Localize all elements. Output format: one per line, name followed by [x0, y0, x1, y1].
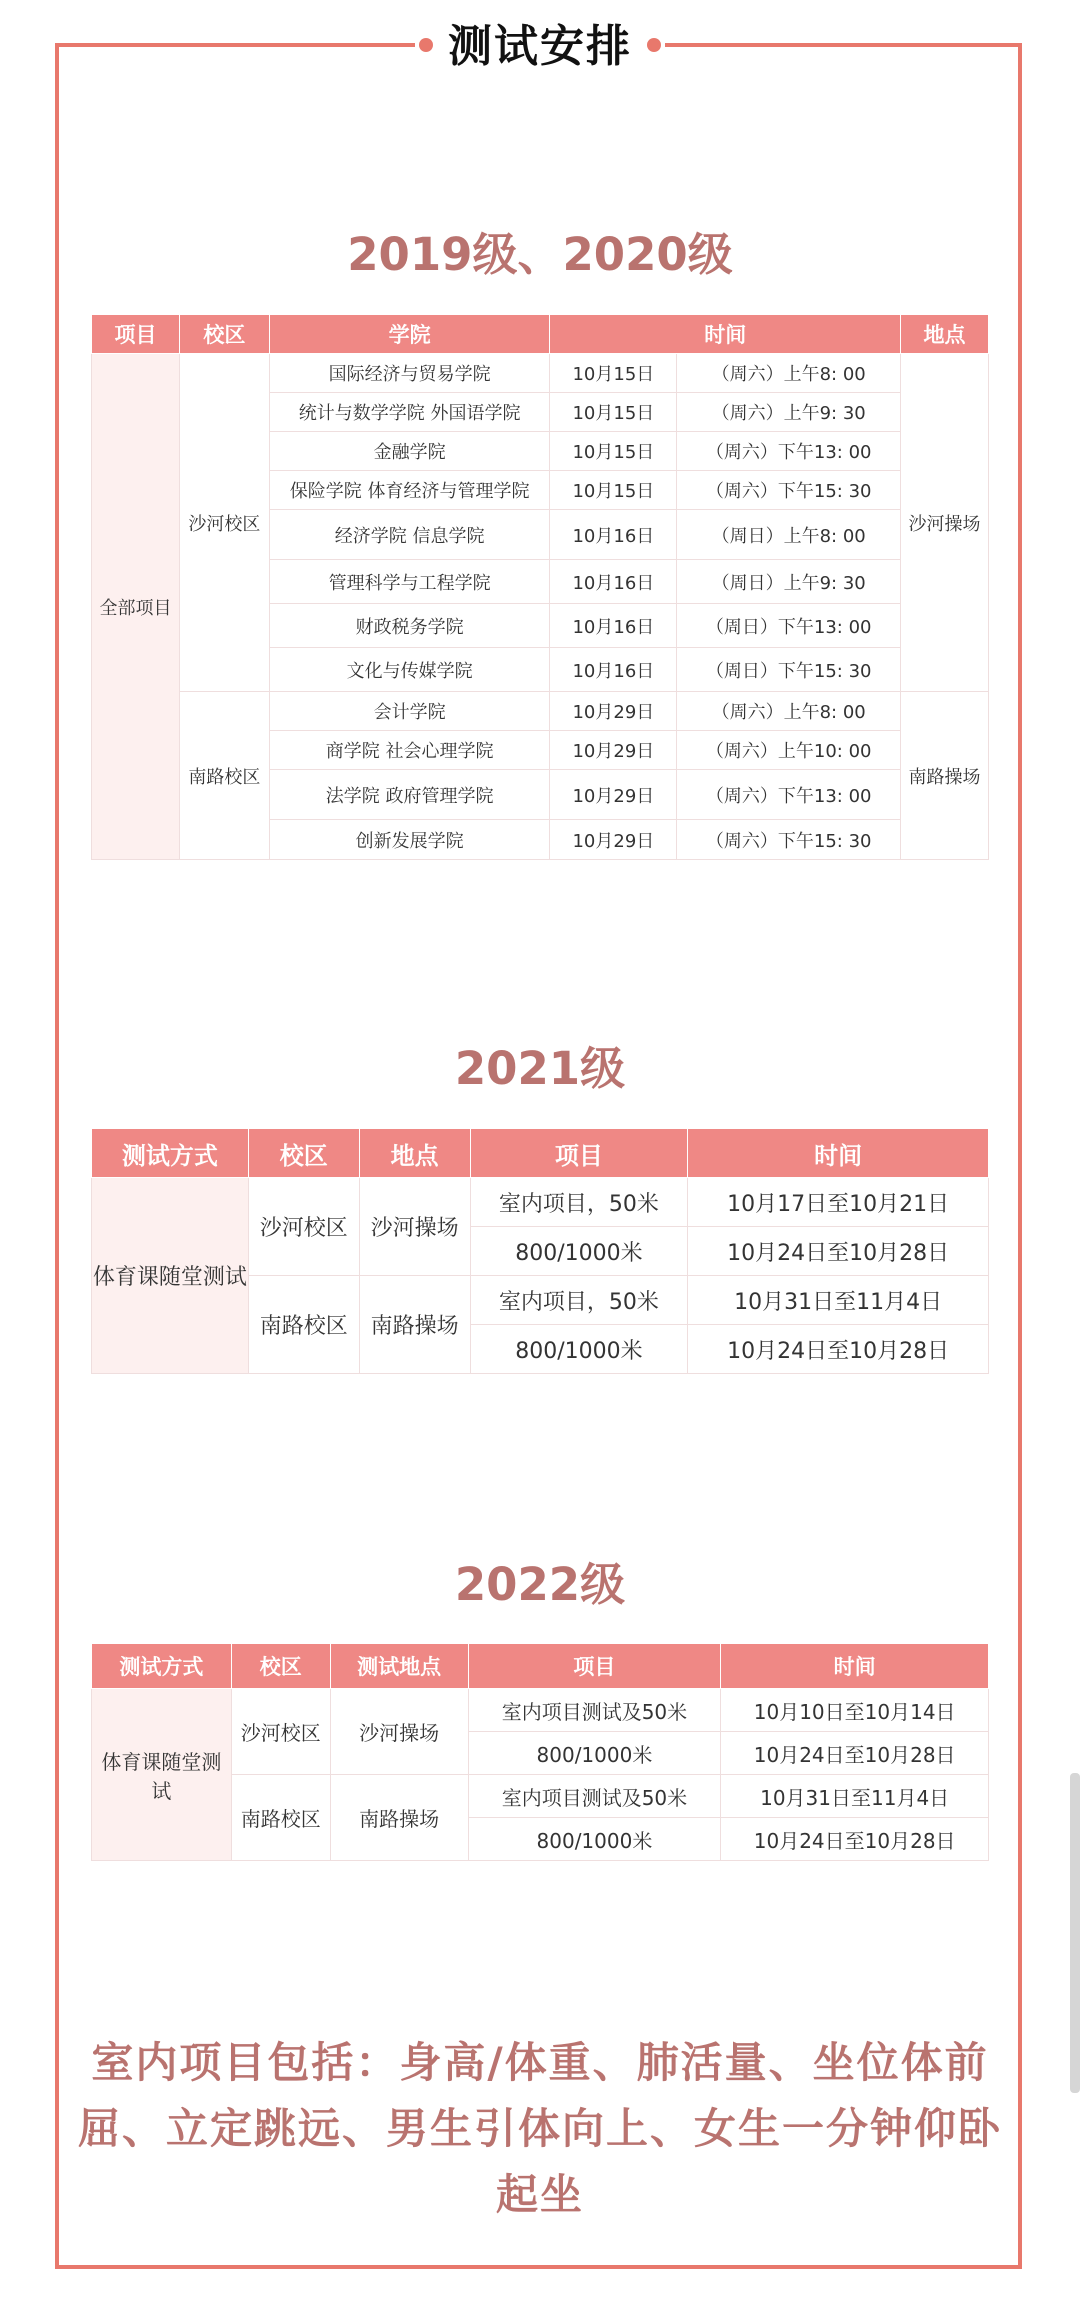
campus-cell: 南路校区: [248, 1276, 359, 1374]
time-cell: （周日）下午15: 30: [677, 648, 901, 692]
time-cell: （周六）上午10: 00: [677, 731, 901, 770]
table-row: [92, 354, 989, 393]
time-cell: （周六）上午8: 00: [677, 692, 901, 731]
place-cell: 沙河操场: [330, 1689, 468, 1775]
college-cell: 统计与数学学院 外国语学院: [269, 393, 550, 432]
place-cell: 南路操场: [330, 1775, 468, 1861]
college-cell: 经济学院 信息学院: [269, 510, 550, 560]
item-cell: 室内项目测试及50米: [468, 1775, 721, 1818]
time-cell: （周六）下午13: 00: [677, 770, 901, 820]
method-cell: 体育课随堂测试: [92, 1178, 249, 1374]
college-cell: 金融学院: [269, 432, 550, 471]
item-cell: 室内项目，50米: [470, 1178, 688, 1227]
date-cell: 10月29日: [550, 770, 677, 820]
date-cell: 10月16日: [550, 604, 677, 648]
header-campus: 校区: [179, 315, 269, 354]
header-place: 地点: [901, 315, 989, 354]
date-cell: 10月16日: [550, 648, 677, 692]
place-cell: 沙河操场: [901, 354, 989, 692]
item-cell: 800/1000米: [470, 1325, 688, 1374]
time-cell: （周日）下午13: 00: [677, 604, 901, 648]
method-cell: 体育课随堂测试: [92, 1689, 232, 1861]
time-cell: 10月24日至10月28日: [688, 1325, 989, 1374]
header-campus: 校区: [248, 1129, 359, 1178]
page-header: [0, 0, 1080, 90]
project-cell: 全部项目: [92, 354, 180, 860]
college-cell: 商学院 社会心理学院: [269, 731, 550, 770]
date-cell: 10月29日: [550, 731, 677, 770]
date-cell: 10月29日: [550, 692, 677, 731]
date-cell: 10月16日: [550, 510, 677, 560]
header-method: 测试方式: [92, 1129, 249, 1178]
time-cell: （周日）上午8: 00: [677, 510, 901, 560]
time-cell: 10月31日至11月4日: [721, 1775, 989, 1818]
header-method: 测试方式: [92, 1644, 232, 1689]
section-title-2019-2020: 2019级、2020级: [347, 228, 733, 281]
header-college: 学院: [269, 315, 550, 354]
college-cell: 国际经济与贸易学院: [269, 354, 550, 393]
place-cell: 南路操场: [359, 1276, 470, 1374]
header-time: 时间: [721, 1644, 989, 1689]
time-cell: 10月24日至10月28日: [721, 1732, 989, 1775]
table-header-row: [92, 1129, 989, 1178]
place-cell: 沙河操场: [359, 1178, 470, 1276]
time-cell: 10月24日至10月28日: [721, 1818, 989, 1861]
place-cell: 南路操场: [901, 692, 989, 860]
scrollbar[interactable]: [1070, 1773, 1080, 2093]
time-cell: 10月17日至10月21日: [688, 1178, 989, 1227]
college-cell: 财政税务学院: [269, 604, 550, 648]
campus-cell: 南路校区: [231, 1775, 330, 1861]
college-cell: 会计学院: [269, 692, 550, 731]
campus-cell: 沙河校区: [179, 354, 269, 692]
college-cell: 法学院 政府管理学院: [269, 770, 550, 820]
header-campus: 校区: [231, 1644, 330, 1689]
date-cell: 10月15日: [550, 471, 677, 510]
campus-cell: 南路校区: [179, 692, 269, 860]
table-row: [92, 1689, 989, 1732]
date-cell: 10月15日: [550, 393, 677, 432]
section-title-2021: 2021级: [454, 1042, 626, 1095]
item-cell: 800/1000米: [468, 1732, 721, 1775]
table-header-row: [92, 1644, 989, 1689]
table-header-row: [92, 315, 989, 354]
college-cell: 管理科学与工程学院: [269, 560, 550, 604]
page-title: 测试安排: [448, 21, 632, 72]
header-test-place: 测试地点: [330, 1644, 468, 1689]
header-item: 项目: [470, 1129, 688, 1178]
time-cell: （周六）下午15: 30: [677, 820, 901, 860]
schedule-table-2021: [91, 1128, 989, 1374]
schedule-table-2019-2020: [91, 314, 989, 860]
header-project: 项目: [92, 315, 180, 354]
time-cell: 10月31日至11月4日: [688, 1276, 989, 1325]
header-time: 时间: [550, 315, 901, 354]
date-cell: 10月29日: [550, 820, 677, 860]
time-cell: （周六）上午9: 30: [677, 393, 901, 432]
schedule-table-2022: [91, 1643, 989, 1861]
time-cell: （周六）下午13: 00: [677, 432, 901, 471]
campus-cell: 沙河校区: [231, 1689, 330, 1775]
college-cell: 保险学院 体育经济与管理学院: [269, 471, 550, 510]
time-cell: （周六）上午8: 00: [677, 354, 901, 393]
header-place: 地点: [359, 1129, 470, 1178]
date-cell: 10月15日: [550, 354, 677, 393]
item-cell: 800/1000米: [468, 1818, 721, 1861]
table-row: [92, 1178, 989, 1227]
item-cell: 800/1000米: [470, 1227, 688, 1276]
item-cell: 室内项目，50米: [470, 1276, 688, 1325]
section-title-2022: 2022级: [454, 1558, 626, 1611]
header-time: 时间: [688, 1129, 989, 1178]
time-cell: 10月10日至10月14日: [721, 1689, 989, 1732]
college-cell: 创新发展学院: [269, 820, 550, 860]
time-cell: （周日）上午9: 30: [677, 560, 901, 604]
time-cell: 10月24日至10月28日: [688, 1227, 989, 1276]
indoor-items-note: 室内项目包括：身高/体重、肺活量、坐位体前屈、立定跳远、男生引体向上、女生一分钟仰卧起坐: [77, 2038, 1002, 2219]
date-cell: 10月15日: [550, 432, 677, 471]
campus-cell: 沙河校区: [248, 1178, 359, 1276]
table-row: [92, 692, 989, 731]
item-cell: 室内项目测试及50米: [468, 1689, 721, 1732]
header-item: 项目: [468, 1644, 721, 1689]
time-cell: （周六）下午15: 30: [677, 471, 901, 510]
college-cell: 文化与传媒学院: [269, 648, 550, 692]
date-cell: 10月16日: [550, 560, 677, 604]
